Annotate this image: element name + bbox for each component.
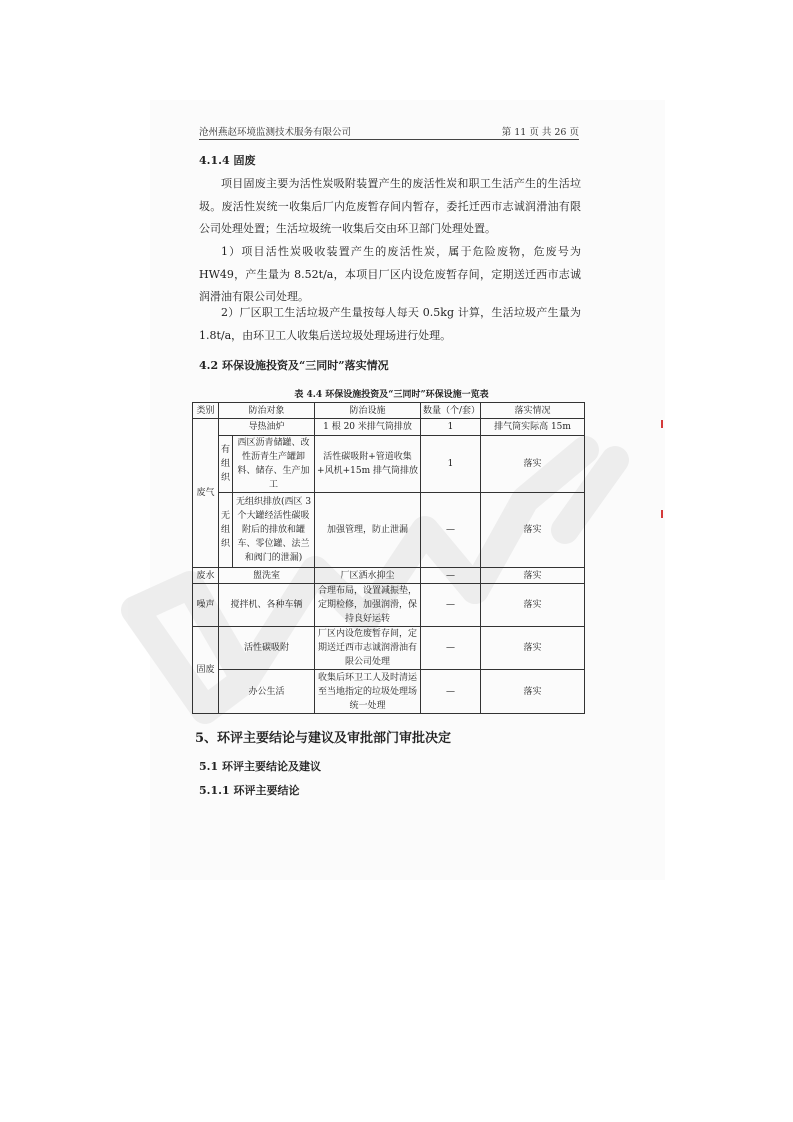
header-cell: 类别 <box>193 403 219 419</box>
paragraph-solid-waste: 项目固废主要为活性炭吸附装置产生的废活性炭和职工生活产生的生活垃圾。废活性炭统一收集后厂内危废暂存间内暂存，委托迁西市志诚润滑油有限公司处理处置；生活垃圾统一收集后交由环卫部门处理处置。 <box>199 177 581 235</box>
status-cell: 落实 <box>481 568 585 584</box>
subcategory-cell: 有组织 <box>219 436 233 493</box>
red-mark <box>661 420 663 428</box>
quantity-cell: 1 <box>421 436 481 493</box>
facility-cell: 厂区洒水抑尘 <box>315 568 421 584</box>
facility-cell: 加强管理，防止泄漏 <box>315 493 421 568</box>
header-divider <box>199 139 579 140</box>
facility-cell: 活性碳吸附+管道收集+风机+15m 排气筒排放 <box>315 436 421 493</box>
header-cell: 数量（个/套） <box>421 403 481 419</box>
table-row <box>193 419 585 436</box>
status-cell: 落实 <box>481 584 585 627</box>
quantity-cell: — <box>421 493 481 568</box>
category-cell: 固废 <box>193 627 219 714</box>
table-row <box>193 568 585 584</box>
object-cell: 无组织排放(西区 3 个大罐经活性碳吸附后的排放和罐车、零位罐、法兰和阀门的泄漏) <box>233 493 315 568</box>
category-cell: 噪声 <box>193 584 219 627</box>
quantity-cell: — <box>421 670 481 714</box>
company-name: 沧州燕赵环境监测技术服务有限公司 <box>199 127 352 138</box>
red-margin-marks <box>661 420 665 520</box>
quantity-cell: — <box>421 568 481 584</box>
category-cell: 废水 <box>193 568 219 584</box>
table-row <box>193 584 585 627</box>
facility-cell: 收集后环卫工人及时清运至当地指定的垃圾处理场统一处理 <box>315 670 421 714</box>
table-row <box>193 627 585 670</box>
section-heading-5-1-1: 5.1.1 环评主要结论 <box>199 784 300 797</box>
table-row <box>193 493 585 568</box>
status-cell: 落实 <box>481 627 585 670</box>
object-cell: 办公生活 <box>219 670 315 714</box>
facility-cell: 1 根 20 米排气筒排放 <box>315 419 421 436</box>
paragraph-domestic-waste: 2）厂区职工生活垃圾产生量按每人每天 0.5kg 计算，生活垃圾产生量为 1.8t/a，由环卫工人收集后送垃圾处理场进行处理。 <box>199 306 581 342</box>
table-header-row <box>193 403 585 419</box>
object-cell: 活性碳吸附 <box>219 627 315 670</box>
quantity-cell: — <box>421 584 481 627</box>
quantity-cell: 1 <box>421 419 481 436</box>
status-cell: 落实 <box>481 670 585 714</box>
status-cell: 落实 <box>481 493 585 568</box>
facility-cell: 合理布局，设置减振垫，定期检修，加强润滑，保持良好运转 <box>315 584 421 627</box>
section-heading-4-1-4: 4.1.4 固废 <box>199 154 256 167</box>
object-cell: 西区沥青储罐、改性沥青生产罐卸料、储存、生产加工 <box>233 436 315 493</box>
header-cell: 防治设施 <box>315 403 421 419</box>
section-heading-4-2: 4.2 环保设施投资及“三同时”落实情况 <box>199 359 389 372</box>
red-mark <box>661 510 663 518</box>
table-row <box>193 436 585 493</box>
subcategory-cell: 无组织 <box>219 493 233 568</box>
header-cell: 防治对象 <box>219 403 315 419</box>
header-cell: 落实情况 <box>481 403 585 419</box>
object-cell: 搅拌机、各种车辆 <box>219 584 315 627</box>
category-cell: 废气 <box>193 419 219 568</box>
section-heading-5-1: 5.1 环评主要结论及建议 <box>199 760 321 773</box>
page-header <box>199 122 579 138</box>
table-row <box>193 670 585 714</box>
status-cell: 落实 <box>481 436 585 493</box>
object-cell: 导热油炉 <box>219 419 315 436</box>
status-cell: 排气筒实际高 15m <box>481 419 585 436</box>
page-number: 第 11 页 共 26 页 <box>501 127 579 138</box>
object-cell: 盥洗室 <box>219 568 315 584</box>
paragraph-hazardous-waste: 1）项目活性炭吸收装置产生的废活性炭，属于危险废物，危废号为 HW49，产生量为 8.52t/a，本项目厂区内设危废暂存间，定期送迁西市志诚润滑油有限公司处理。 <box>199 245 581 303</box>
table-caption: 表 4.4 环保设施投资及“三同时”环保设施一览表 <box>294 390 489 400</box>
environmental-facilities-table <box>192 402 585 714</box>
quantity-cell: — <box>421 627 481 670</box>
facility-cell: 厂区内设危废暂存间，定期送迁西市志诚润滑油有限公司处理 <box>315 627 421 670</box>
section-heading-5: 5、环评主要结论与建议及审批部门审批决定 <box>195 731 452 746</box>
